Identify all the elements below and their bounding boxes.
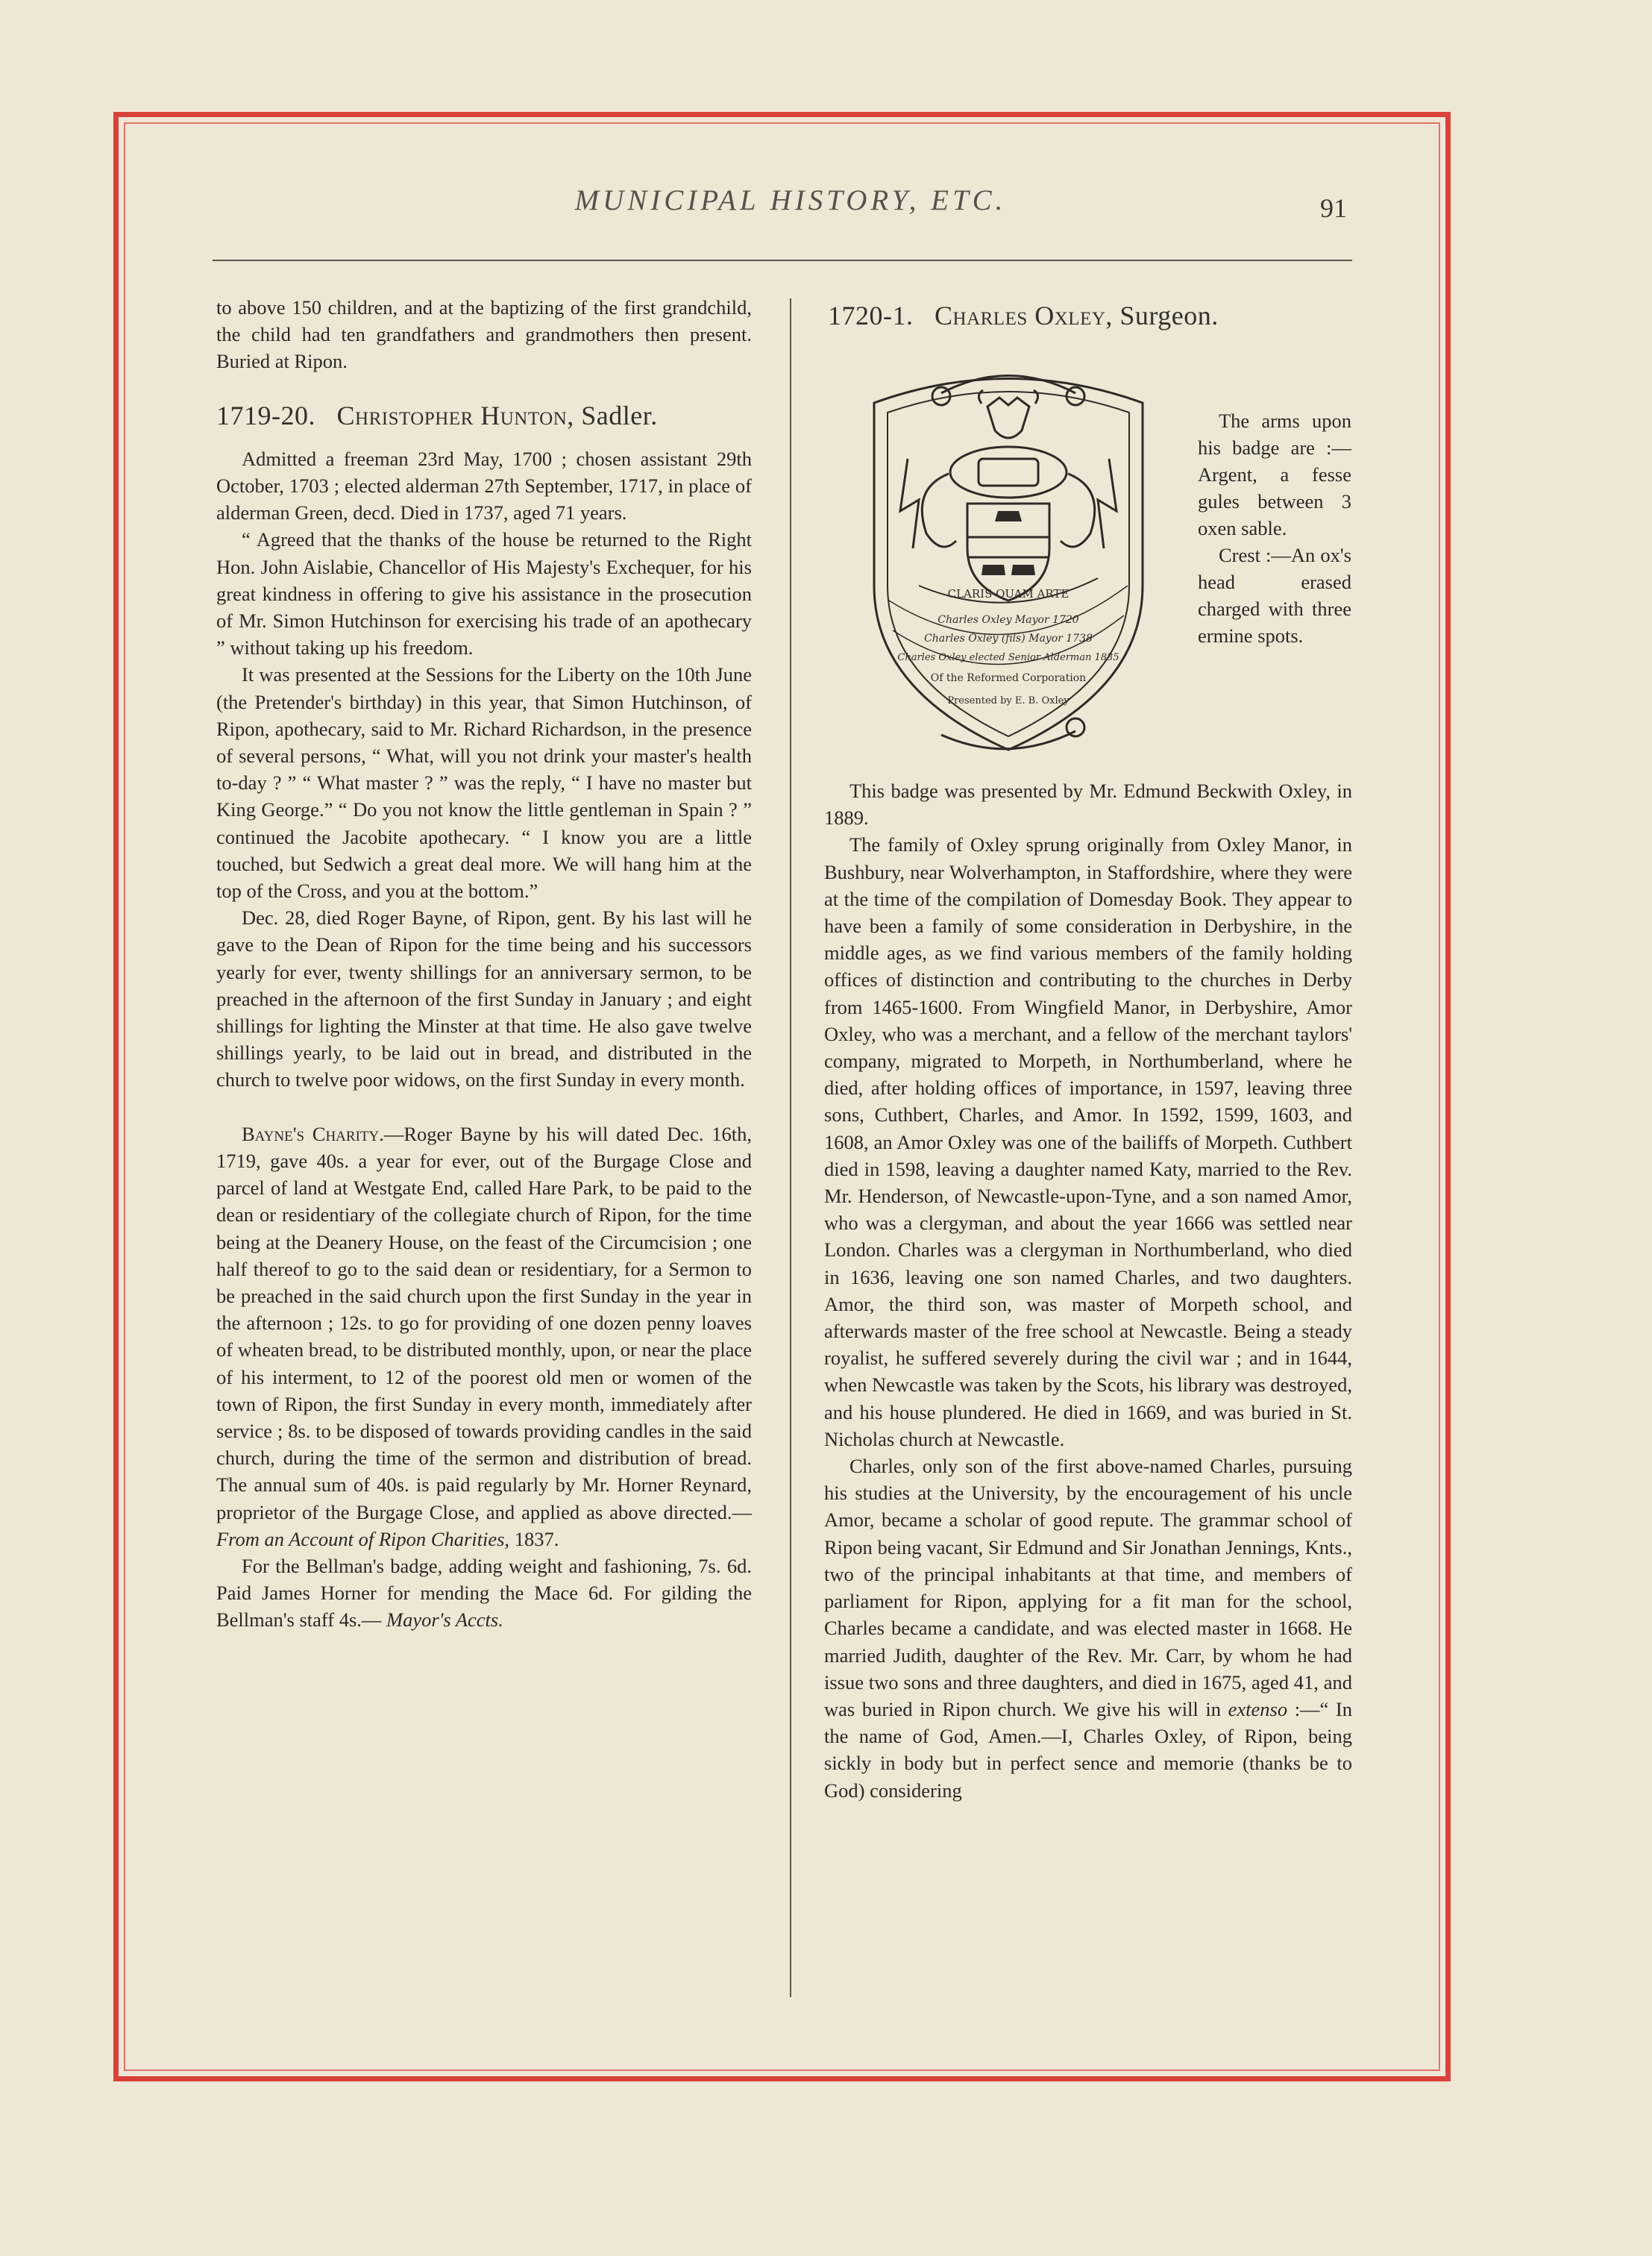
right-column [824, 777, 1352, 1804]
bellman-source: Mayor's Accts. [386, 1608, 503, 1632]
bellman-badge-illustration [829, 362, 1187, 757]
page-number: 91 [1320, 193, 1347, 223]
arms-fesse [967, 537, 1049, 557]
bellman-text: For the Bellman's badge, adding weight and fashioning, 7s. 6d. Paid James Horner for mending the Mace 6d. For gilding the Bellman's staff 4s.— [216, 1554, 752, 1632]
paragraph: “ Agreed that the thanks of the house be returned to the Right Hon. John Aislabie, Chancellor of His Majesty's Exchequer, for his great kindness in offering to give his assistance in the prosecution of Mr. Simon Hutchinson for exercising his trade of an apothecary ” without taking up his freedom. [216, 528, 752, 659]
crest-wreath [950, 447, 1067, 498]
entry-year: 1720-1. [828, 301, 914, 330]
arms-description [1198, 407, 1351, 649]
bellman-paragraph [216, 1552, 752, 1634]
mantling-right [1061, 474, 1095, 547]
column-divider [790, 298, 791, 1997]
badge-bottom-scroll [941, 731, 1075, 749]
charity-source-year: 1837. [514, 1527, 559, 1550]
ox-head-crest [987, 398, 1029, 438]
scroll-curl-right [1067, 387, 1084, 405]
badge-line-2: Charles Oxley (fils) Mayor 1738 [924, 633, 1093, 645]
header-rule [213, 260, 1352, 261]
mantling-left [922, 474, 956, 547]
paragraph: This badge was presented by Mr. Edmund Beckwith Oxley, in 1889. [824, 780, 1352, 830]
ox-charge-top [995, 511, 1022, 521]
paragraph: The family of Oxley sprung originally from Oxley Manor, in Bushbury, near Wolverhampton, in Staffordshire, where they were at the time of the compilation of Domesday Book. They appear to have been a family of some consideration in Derbyshire, in the middle ages, as we find various members of the family holding offices of distinction and contributing to the churches in Derby from 1465-1600. From Wingfield Manor, in Derbyshire, Amor Oxley, who was a merchant, and a fellow of the merchant taylors' company, migrated to Morpeth, in Northumberland, where he died, after holding offices of importance, in 1597, leaving three sons, Cuthbert, Charles, and Amor. In 1592, 1599, 1603, and 1608, an Amor Oxley was one of the bailiffs of Morpeth. Cuthbert died in 1598, leaving a daughter named Katy, married to the Rev. Mr. Henderson, of Newcastle-upon-Tyne, and a son named Amor, who was a clergyman, and about the year 1666 was settled near London. Charles was a clergyman in Northumberland, who died in 1636, leaving one son named Charles, and two daughters. Amor, the third son, was master of Morpeth school, and afterwards master of the free school at Newcastle. Being a steady royalist, he suffered severely during the civil war ; and in 1644, when Newcastle was taken by the Scots, his library was destroyed, and his house plundered. He died in 1669, and was buried in St. Nicholas church at Newcastle. [824, 833, 1352, 1450]
will-paragraph [824, 1453, 1352, 1804]
charity-paragraph [216, 1121, 752, 1552]
paragraph: Dec. 28, died Roger Bayne, of Ripon, gent. By his last will he gave to the Dean of Ripon for the time being and his successors yearly for ever, twenty shillings for an anniversary sermon, to be preached in the afternoon of the first Sunday in January ; and eight shillings for lighting the Minster at that time. He also gave twelve shillings yearly, to be laid out in bread, and distributed in the church to twelve poor widows, on the first Sunday in every month. [216, 906, 752, 1091]
entry-trade: Surgeon. [1119, 301, 1219, 330]
continued-paragraph: to above 150 children, and at the baptizing of the first grandchild, the child had ten grandfathers and grandmothers then present. Buried at Ripon. [216, 296, 752, 373]
will-text-b: :—“ In the name of God, Amen.—I, Charles Oxley, of Ripon, being sickly in body but in perfect sence and memorie (thanks be to God) considering [824, 1697, 1352, 1802]
badge-motto: CLARIS QUAM ARTE [947, 587, 1070, 601]
charity-text: —Roger Bayne by his will dated Dec. 16th, 1719, gave 40s. a year for ever, out of the Burgage Close and parcel of land at Westgate End, called Hare Park, to be paid to the dean or residentiary of the collegiate church of Ripon, for the time being at the Deanery House, on the feast of the Circumcision ; one half thereof to go to the said dean or residentiary, for a Sermon to be preached in the said church upon the first Sunday in the year in the afternoon ; 12s. to go for providing of one dozen penny loaves of wheaten bread, to be distributed monthly, upon, or near the place of his interment, to 12 of the poorest old men or women of the town of Ripon, the first Sunday in every month, immediately after service ; 8s. to be disposed of towards providing candles in the said church, during the time of the sermon and distribution of bread. The annual sum of 40s. is paid regularly by Mr. Horner Reynard, proprietor of the Burgage Close, and applied as above directed.— [216, 1122, 752, 1523]
badge-shield-inner [888, 392, 1129, 736]
ribbon-right [1098, 459, 1116, 548]
scroll-curl-left [932, 387, 950, 405]
left-column [216, 294, 752, 1634]
crest-helmet [979, 459, 1038, 486]
running-title: MUNICIPAL HISTORY, ETC. [574, 184, 1007, 216]
badge-line-4: Of the Reformed Corporation [930, 672, 1087, 684]
scroll-curl-bottom [1067, 718, 1084, 736]
entry-heading-hunton [216, 402, 752, 429]
badge-line-3: Charles Oxley elected Senior Alderman 1835 [897, 652, 1119, 663]
paragraph: It was presented at the Sessions for the Liberty on the 10th June (the Pretender's birthday) in this year, that Simon Hutchinson, of Ripon, apothecary, said to Mr. Richard Richardson, in the presence of several persons, “ What, will you not drink your master's health to-day ? ” “ What master ? ” was the reply, “ I have no master but King George.” “ Do you not know the little gentleman in Spain ? ” continued the Jacobite apothecary. “ I know you are a little touched, but Sedwich a great deal more. We will hang him at the top of the Cross, and you at the bottom.” [216, 663, 752, 903]
will-text-a: Charles, only son of the first above-named Charles, pursuing his studies at the University, by the encouragement of his uncle Amor, became a scholar of good repute. The grammar school of Ripon being vacant, Sir Edmund and Sir Jonathan Jennings, Knts., two of the principal inhabitants at that time, and members of parliament for Ripon, applying for a fit man for the school, Charles became a candidate, and was elected master in 1668. He married Judith, daughter of the Rev. Mr. Carr, by whom he had issue two sons and three daughters, and died in 1675, aged 41, and was buried in Ripon church. We give his will in [824, 1455, 1352, 1720]
ribbon-left [900, 459, 919, 548]
arms-note: The arms upon his badge are :—Argent, a fesse gules between 3 oxen sable. [1198, 410, 1351, 539]
ox-charge-left [982, 565, 1005, 575]
entry-heading-oxley [828, 300, 1219, 331]
badge-shield-outline [874, 379, 1143, 751]
entry-name: Charles Oxley, [935, 301, 1113, 330]
entry-name: Christopher Hunton, [336, 400, 574, 430]
entry-year: 1719-20. [216, 400, 315, 430]
badge-line-1: Charles Oxley Mayor 1720 [938, 614, 1079, 626]
badge-line-5: Presented by E. B. Oxley [947, 695, 1070, 706]
ox-charge-right [1011, 565, 1035, 575]
charity-heading: Bayne's Charity. [242, 1122, 384, 1145]
entry-trade: Sadler. [581, 400, 658, 430]
paragraph: Admitted a freeman 23rd May, 1700 ; chosen assistant 29th October, 1703 ; elected alderman 27th September, 1717, in place of alderman Green, decd. Died in 1737, aged 71 years. [216, 447, 752, 524]
will-italic: extenso [1228, 1697, 1288, 1720]
charity-source: From an Account of Ripon Charities, [216, 1527, 510, 1550]
crest-note: Crest :—An ox's head erased charged with three ermine spots. [1198, 544, 1351, 647]
